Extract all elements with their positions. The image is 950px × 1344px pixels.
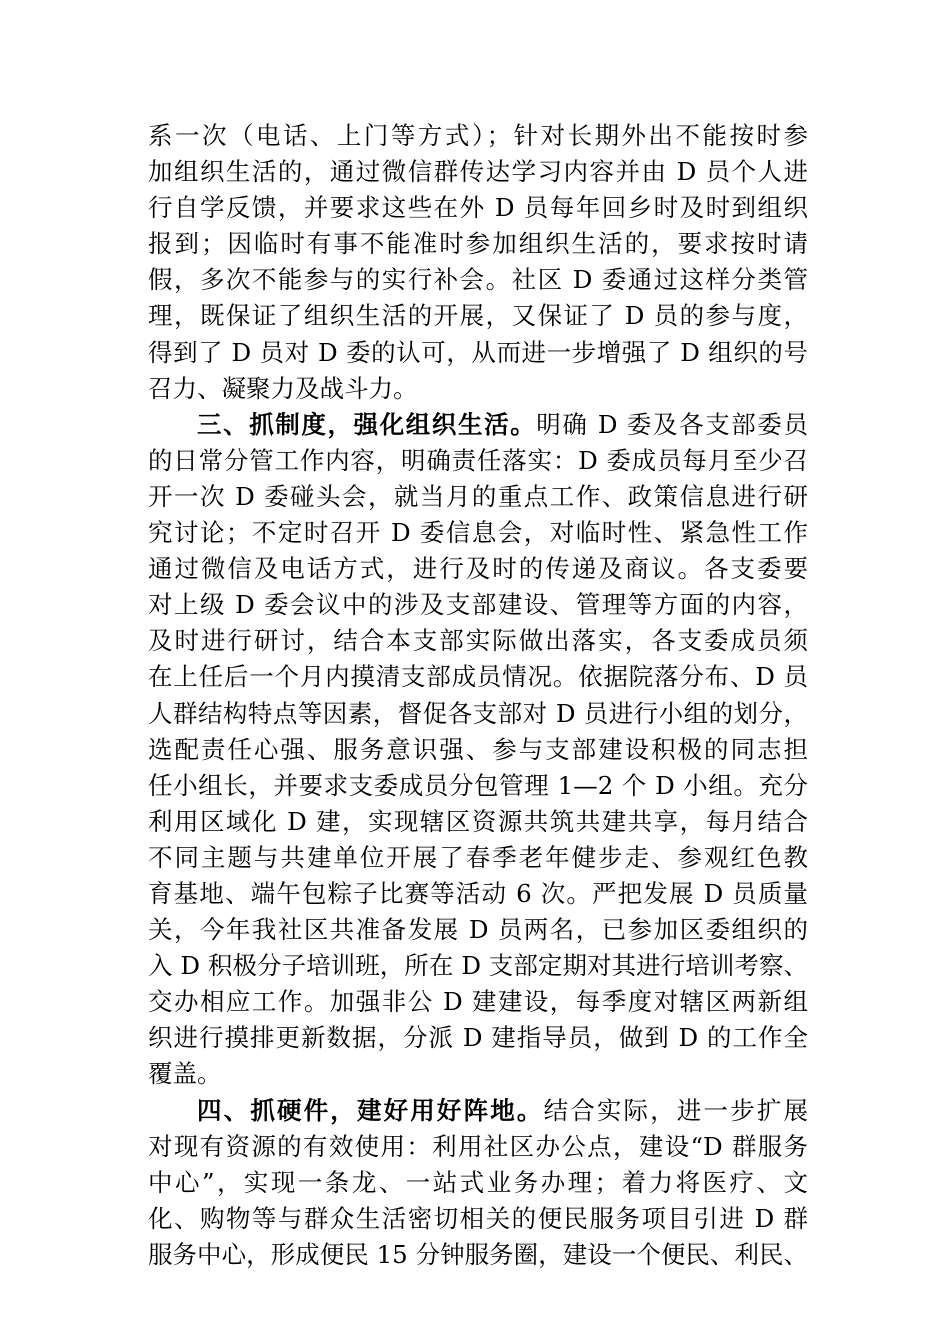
text-line: 在上任后一个月内摸清支部成员情况。依据院落分布、D 员 bbox=[148, 662, 808, 692]
section-four-heading: 四、抓硬件，建好用好阵地。 bbox=[197, 1095, 544, 1125]
section-three-heading: 三、抓制度，强化组织生活。 bbox=[197, 409, 537, 439]
text-line: 究讨论；不定时召开 D 委信息会，对临时性、紧急性工作 bbox=[148, 518, 808, 548]
section-four-lead-text: 结合实际，进一步扩展 bbox=[543, 1095, 809, 1125]
section-three-first-line bbox=[148, 407, 808, 443]
text-line: 对上级 D 委会议中的涉及支部建设、管理等方面的内容， bbox=[148, 590, 808, 620]
text-line: 入 D 积极分子培训班，所在 D 支部定期对其进行培训考察、 bbox=[148, 951, 808, 981]
text-line: 化、购物等与群众生活密切相关的便民服务项目引进 D 群 bbox=[148, 1203, 808, 1233]
text-line: 织进行摸排更新数据，分派 D 建指导员，做到 D 的工作全 bbox=[148, 1023, 808, 1053]
text-line: 通过微信及电话方式，进行及时的传递及商议。各支委要 bbox=[148, 554, 808, 584]
paragraph-section-three bbox=[148, 407, 808, 1093]
text-line: 覆盖。 bbox=[148, 1059, 222, 1089]
section-four-first-line bbox=[148, 1093, 808, 1129]
text-line: 假，多次不能参与的实行补会。社区 D 委通过这样分类管 bbox=[148, 265, 808, 295]
text-line: 育基地、端午包粽子比赛等活动 6 次。严把发展 D 员质量 bbox=[148, 878, 808, 908]
text-line: 对现有资源的有效使用：利用社区办公点，建设“D 群服务 bbox=[148, 1131, 808, 1161]
text-line: 开一次 D 委碰头会，就当月的重点工作、政策信息进行研 bbox=[148, 481, 808, 511]
text-line: 理，既保证了组织生活的开展，又保证了 D 员的参与度， bbox=[148, 301, 808, 331]
text-line: 不同主题与共建单位开展了春季老年健步走、参观红色教 bbox=[148, 842, 808, 872]
text-line: 召力、凝聚力及战斗力。 bbox=[148, 373, 418, 403]
text-line: 加组织生活的，通过微信群传达学习内容并由 D 员个人进 bbox=[148, 157, 808, 187]
text-line: 利用区域化 D 建，实现辖区资源共筑共建共享，每月结合 bbox=[148, 806, 808, 836]
text-line: 服务中心，形成便民 15 分钟服务圈，建设一个便民、利民、 bbox=[148, 1239, 808, 1269]
text-line: 交办相应工作。加强非公 D 建建设，每季度对辖区两新组 bbox=[148, 987, 808, 1017]
text-line: 的日常分管工作内容，明确责任落实：D 委成员每月至少召 bbox=[148, 445, 808, 475]
text-line: 中心”，实现一条龙、一站式业务办理；着力将医疗、文 bbox=[148, 1167, 808, 1197]
text-line: 人群结构特点等因素，督促各支部对 D 员进行小组的划分， bbox=[148, 698, 808, 728]
text-line: 行自学反馈，并要求这些在外 D 员每年回乡时及时到组织 bbox=[148, 193, 808, 223]
text-line: 报到；因临时有事不能准时参加组织生活的，要求按时请 bbox=[148, 229, 808, 259]
text-line: 及时进行研讨，结合本支部实际做出落实，各支委成员须 bbox=[148, 626, 808, 656]
text-line: 关，今年我社区共准备发展 D 员两名，已参加区委组织的 bbox=[148, 915, 808, 945]
document-body bbox=[148, 118, 808, 1273]
text-line: 系一次（电话、上门等方式）；针对长期外出不能按时参 bbox=[148, 121, 808, 150]
text-line: 选配责任心强、服务意识强、参与支部建设积极的同志担 bbox=[148, 734, 808, 764]
section-three-lead-text: 明确 D 委及各支部委员 bbox=[536, 409, 809, 439]
paragraph-organizational-life-management bbox=[148, 118, 808, 407]
text-line: 得到了 D 员对 D 委的认可，从而进一步增强了 D 组织的号 bbox=[148, 337, 808, 367]
paragraph-section-four bbox=[148, 1093, 808, 1273]
text-line: 任小组长，并要求支委成员分包管理 1—2 个 D 小组。充分 bbox=[148, 770, 808, 800]
